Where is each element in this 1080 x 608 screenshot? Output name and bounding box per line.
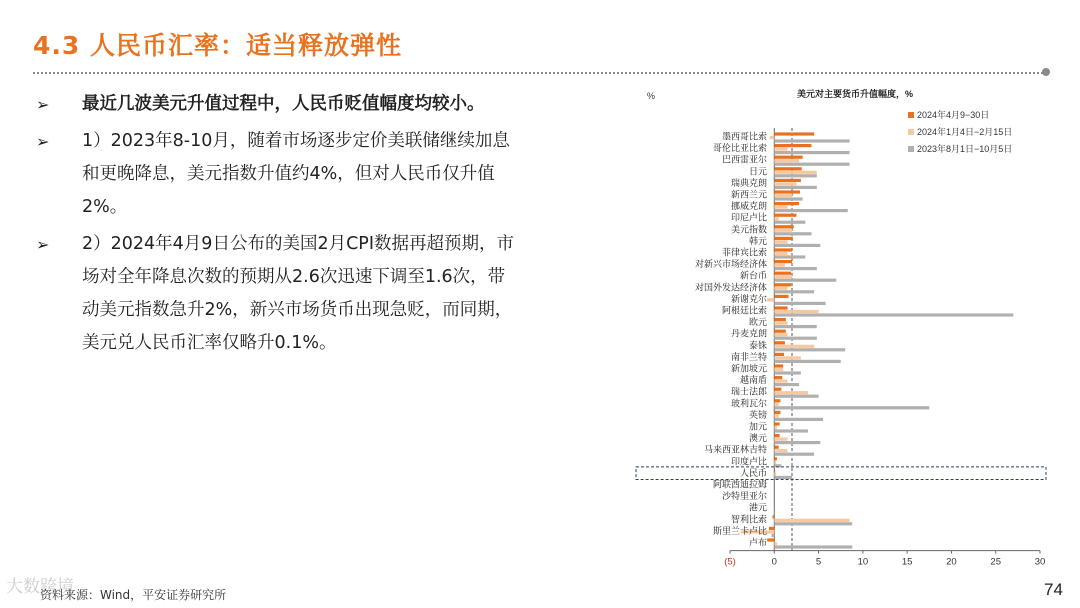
category-label: 新台币 <box>739 270 767 281</box>
bar <box>774 275 792 278</box>
bar <box>774 353 784 356</box>
arrow-bullet-icon: ➢ <box>36 235 50 254</box>
bar <box>774 225 793 228</box>
category-label: 挪威克朗 <box>730 201 767 212</box>
bar <box>774 244 820 247</box>
bar <box>772 534 775 537</box>
legend-label: 2024年4月9−30日 <box>917 110 990 120</box>
bar <box>774 341 785 344</box>
fx-appreciation-chart <box>620 78 1060 578</box>
bar <box>774 221 805 224</box>
category-label: 卢布 <box>748 537 767 548</box>
bar <box>774 406 929 409</box>
bar <box>774 360 840 363</box>
bar <box>774 472 776 475</box>
category-label: 韩元 <box>748 235 767 246</box>
bar <box>774 182 796 185</box>
legend-swatch <box>908 129 914 135</box>
bar <box>774 206 787 209</box>
bar <box>774 287 787 290</box>
bar <box>774 337 817 340</box>
bar <box>774 240 787 243</box>
bar <box>774 186 817 189</box>
bar <box>774 364 783 367</box>
bar <box>774 264 785 267</box>
category-label: 巴西雷亚尔 <box>721 154 767 165</box>
bar <box>774 310 818 313</box>
category-label: 印度卢比 <box>730 456 767 467</box>
bar <box>774 522 852 525</box>
bar <box>774 202 799 205</box>
bar <box>774 159 799 162</box>
x-tick-label: 5 <box>815 556 822 568</box>
bar <box>774 318 786 321</box>
bar <box>774 322 787 325</box>
bar <box>774 348 845 351</box>
category-label: 美元指数 <box>730 224 767 235</box>
bar <box>774 446 778 449</box>
category-label: 英镑 <box>748 409 767 420</box>
bar <box>774 426 777 429</box>
bar <box>774 295 788 298</box>
bar <box>774 237 793 240</box>
bullet-item <box>36 88 516 121</box>
category-label: 马来西亚林吉特 <box>703 444 767 455</box>
bar <box>774 418 823 421</box>
category-label: 泰铢 <box>748 340 767 351</box>
bar <box>774 414 778 417</box>
category-label: 丹麦克朗 <box>730 328 767 339</box>
bar <box>774 434 779 437</box>
bullet-item <box>36 228 516 360</box>
x-tick-label: 10 <box>857 556 869 568</box>
category-label: 斯里兰卡卢比 <box>712 525 767 536</box>
bar <box>774 190 800 193</box>
bar <box>774 151 849 154</box>
watermark: 大数跨境 <box>6 577 74 597</box>
bar <box>774 376 782 379</box>
bar <box>774 163 849 166</box>
x-tick-label: 20 <box>946 556 957 568</box>
bar <box>774 313 1013 316</box>
bar <box>774 380 787 383</box>
bullet-list <box>36 88 516 364</box>
bar <box>774 368 783 371</box>
bar <box>774 438 787 441</box>
bar <box>774 156 802 159</box>
bar <box>774 476 792 479</box>
bar <box>774 174 817 177</box>
bar <box>774 209 848 212</box>
x-tick-label: 25 <box>990 556 1002 568</box>
chart-unit-label: % <box>647 91 656 101</box>
arrow-bullet-icon: ➢ <box>36 132 50 151</box>
arrow-bullet-icon: ➢ <box>36 95 50 114</box>
category-label: 哥伦比亚比索 <box>712 143 767 154</box>
bar <box>774 167 801 170</box>
category-label: 新西兰元 <box>730 189 767 200</box>
bar <box>774 290 814 293</box>
bullet-text: 最近几波美元升值过程中，人民币贬值幅度均较小。 <box>82 94 485 114</box>
bar <box>774 511 775 514</box>
bar <box>774 306 787 309</box>
bar <box>774 179 801 182</box>
bar <box>774 449 787 452</box>
bar <box>774 388 781 391</box>
category-label: 人民币 <box>739 467 767 478</box>
bar <box>774 272 791 275</box>
bar <box>774 248 792 251</box>
bar <box>774 403 778 406</box>
category-label: 阿根廷比索 <box>721 305 767 316</box>
category-label: 对国外发达经济体 <box>694 282 767 293</box>
bar <box>774 252 787 255</box>
bar <box>774 457 777 460</box>
category-label: 越南盾 <box>739 375 767 386</box>
bar <box>774 325 817 328</box>
x-tick-label: 30 <box>1034 556 1046 568</box>
bar <box>774 545 852 548</box>
title-divider <box>33 72 1043 74</box>
bar <box>774 267 817 270</box>
x-tick-label: 0 <box>771 556 777 568</box>
legend-swatch <box>908 112 914 118</box>
bar <box>774 194 792 197</box>
bar <box>774 453 814 456</box>
x-tick-label: 15 <box>901 556 913 568</box>
category-label: 菲律宾比索 <box>721 247 767 258</box>
bar <box>774 148 787 151</box>
category-label: 港元 <box>748 502 767 513</box>
category-label: 沙特里亚尔 <box>721 491 767 502</box>
bar <box>774 229 792 232</box>
bar <box>774 391 808 394</box>
bar <box>774 214 796 217</box>
bar <box>774 469 775 472</box>
bar <box>774 197 802 200</box>
bar <box>774 542 777 545</box>
bar <box>774 422 779 425</box>
bar <box>774 395 818 398</box>
category-label: 瑞典克朗 <box>730 177 767 188</box>
chart-title: 美元对主要货币升值幅度，% <box>796 89 914 99</box>
bar <box>774 139 849 142</box>
category-label: 南非兰特 <box>730 351 767 362</box>
chart-legend <box>908 109 1012 154</box>
bar <box>774 232 811 235</box>
bullet-text: 1）2023年8-10月，随着市场逐步定价美联储继续加息和更晚降息，美元指数升值约4%，但对人民币仅升值2%。 <box>82 131 510 217</box>
bar <box>774 383 799 386</box>
category-label: 瑞士法郎 <box>730 386 767 397</box>
bar <box>774 144 811 147</box>
category-label: 日元 <box>748 166 767 177</box>
bar <box>773 515 775 518</box>
bar <box>774 429 808 432</box>
bar <box>774 330 786 333</box>
bar <box>774 279 836 282</box>
divider-end-dot <box>1042 68 1050 76</box>
bar <box>774 411 780 414</box>
bar <box>767 538 774 541</box>
bar <box>774 283 791 286</box>
source-note: 资料来源：Wind，平安证券研究所 <box>40 588 227 602</box>
page-number: 74 <box>1044 580 1063 599</box>
bar <box>774 441 820 444</box>
category-label: 欧元 <box>748 317 767 328</box>
bar <box>770 136 774 139</box>
category-label: 阿联酋迪拉姆 <box>712 479 767 490</box>
category-label: 新加坡元 <box>730 363 767 374</box>
bullet-text: 2）2024年4月9日公布的美国2月CPI数据再超预期，市场对全年降息次数的预期从2.6次迅速下调至1.6次，带动美元指数急升2%，新兴市场货币出现急贬，而同期，美元兑人民币汇率仅略升0.1%。 <box>82 234 515 353</box>
highlight-box <box>636 467 1046 480</box>
bar <box>767 298 774 301</box>
slide-title: 4.3 人民币汇率：适当释放弹性 <box>33 31 402 60</box>
category-label: 墨西哥比索 <box>721 131 767 142</box>
bullet-item <box>36 125 516 224</box>
bar <box>774 333 787 336</box>
bar <box>774 345 814 348</box>
bar <box>774 132 814 135</box>
bar <box>774 302 825 305</box>
bar <box>769 527 774 530</box>
legend-label: 2023年8月1日−10月5日 <box>917 144 1013 154</box>
legend-swatch <box>908 146 914 152</box>
plot-area <box>636 128 1046 568</box>
category-label: 澳元 <box>748 433 767 444</box>
bar <box>774 519 849 522</box>
bar <box>774 371 801 374</box>
legend-label: 2024年1月4日−2月15日 <box>917 127 1013 137</box>
bar <box>774 171 817 174</box>
bar <box>774 461 776 464</box>
category-label: 智利比索 <box>730 514 767 525</box>
bar <box>774 260 792 263</box>
category-label: 印尼卢比 <box>730 212 767 223</box>
category-label: 对新兴市场经济体 <box>694 259 767 270</box>
bar <box>774 255 805 258</box>
category-label: 新谢克尔 <box>730 293 767 304</box>
bar <box>774 217 778 220</box>
x-tick-label: (5) <box>724 556 736 568</box>
bar <box>774 399 780 402</box>
category-label: 玻利瓦尔 <box>730 398 767 409</box>
category-label: 加元 <box>748 421 767 432</box>
bar <box>774 356 801 359</box>
